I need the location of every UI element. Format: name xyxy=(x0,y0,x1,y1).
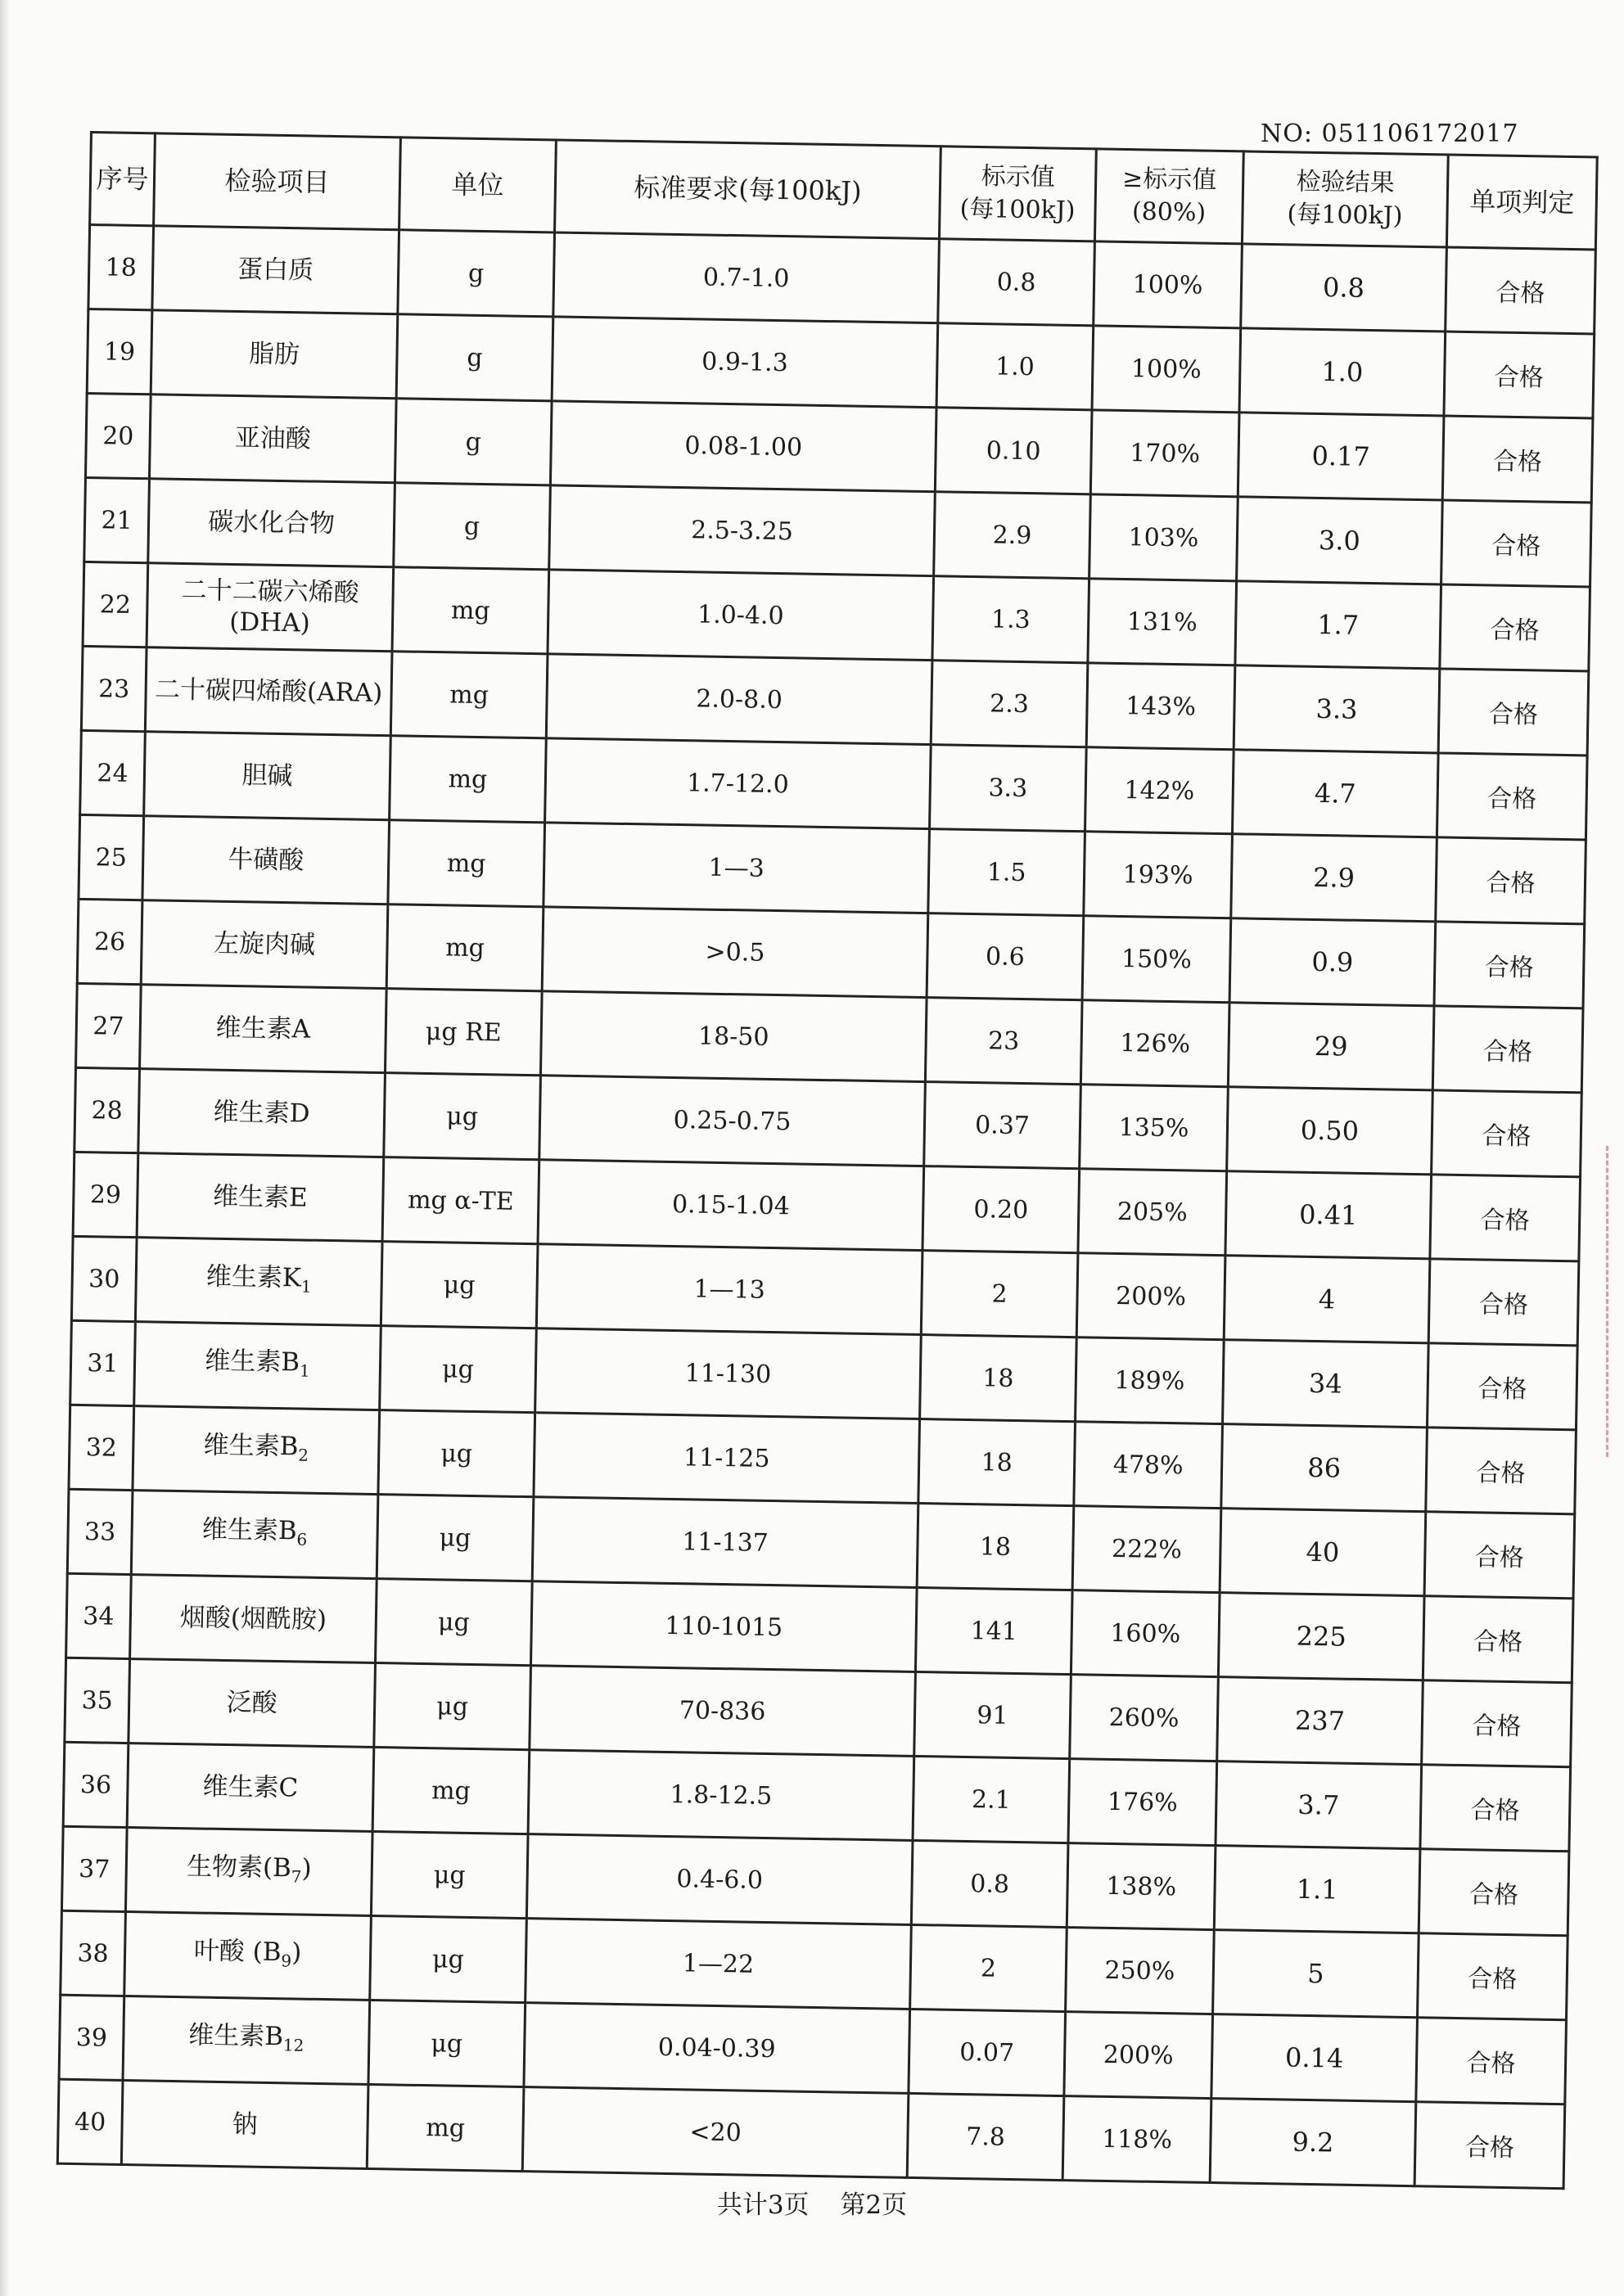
judgement-cell: 合格 xyxy=(1426,1428,1577,1514)
labeled-value-cell: 1.5 xyxy=(928,829,1085,916)
item-cell xyxy=(127,1743,374,1832)
unit-cell: g xyxy=(396,314,553,401)
header-result: 检验结果 (每100kJ) xyxy=(1242,151,1448,247)
seq-cell: 33 xyxy=(67,1489,133,1574)
result-cell: 1.0 xyxy=(1239,328,1446,416)
item-label: 左旋肉碱 xyxy=(213,928,316,960)
unit-cell: mg xyxy=(392,567,549,654)
standard-cell: >0.5 xyxy=(542,907,928,998)
item-cell xyxy=(142,816,390,904)
seq-cell: 38 xyxy=(61,1910,126,1996)
labeled-value-cell: 0.8 xyxy=(911,1840,1068,1927)
unit-cell: g xyxy=(395,399,552,485)
standard-cell: 1—22 xyxy=(526,1919,912,2010)
standard-cell: 18-50 xyxy=(540,991,927,1082)
seq-cell: 32 xyxy=(69,1405,134,1490)
percent-cell: 138% xyxy=(1067,1843,1216,1930)
seq-cell: 36 xyxy=(63,1742,129,1827)
item-cell xyxy=(134,1322,381,1410)
percent-cell: 200% xyxy=(1064,2012,1213,2099)
percent-cell: 143% xyxy=(1086,663,1235,750)
labeled-value-cell: 0.10 xyxy=(935,408,1092,494)
item-cell xyxy=(123,1996,370,2085)
judgement-cell: 合格 xyxy=(1423,1596,1573,1683)
labeled-value-cell: 18 xyxy=(917,1504,1074,1590)
judgement-cell: 合格 xyxy=(1420,1765,1571,1852)
percent-cell: 135% xyxy=(1080,1085,1229,1171)
labeled-value-cell: 18 xyxy=(918,1419,1076,1506)
judgement-cell: 合格 xyxy=(1419,1849,1569,1936)
item-label: 牛磺酸 xyxy=(227,844,304,876)
labeled-value-cell: 91 xyxy=(914,1671,1071,1758)
result-cell: 0.9 xyxy=(1229,918,1436,1006)
seq-cell: 35 xyxy=(65,1658,130,1743)
scan-edge xyxy=(0,0,10,2296)
item-label: 维生素E xyxy=(212,1181,309,1213)
standard-cell: 11-137 xyxy=(532,1497,918,1588)
result-cell: 40 xyxy=(1220,1509,1426,1596)
header-seq: 序号 xyxy=(90,133,156,226)
labeled-value-cell: 2.9 xyxy=(934,492,1091,579)
seq-cell: 22 xyxy=(83,562,148,647)
unit-cell: μg xyxy=(381,1242,538,1328)
judgement-cell: 合格 xyxy=(1446,247,1596,334)
item-subscript: 1 xyxy=(300,1276,312,1297)
result-cell: 2.9 xyxy=(1231,834,1437,922)
seq-cell: 31 xyxy=(70,1320,136,1405)
percent-cell: 100% xyxy=(1092,326,1241,413)
page-footer xyxy=(0,2184,1624,2221)
standard-cell: 11-130 xyxy=(535,1328,922,1419)
labeled-value-cell: 0.20 xyxy=(923,1166,1080,1253)
item-cell xyxy=(144,732,391,820)
percent-cell: 478% xyxy=(1074,1422,1223,1509)
unit-cell: μg xyxy=(374,1663,531,1750)
result-cell: 1.7 xyxy=(1235,581,1441,669)
result-cell: 0.14 xyxy=(1211,2014,1418,2102)
item-label: 亚油酸 xyxy=(234,422,312,454)
unit-cell: μg xyxy=(368,2000,526,2086)
seq-cell: 29 xyxy=(73,1152,138,1237)
percent-cell: 250% xyxy=(1066,1928,1215,2014)
item-label: 钠 xyxy=(232,2109,258,2140)
item-label: 泛酸 xyxy=(226,1688,277,1719)
result-cell: 0.41 xyxy=(1225,1171,1432,1259)
item-label: 维生素C xyxy=(202,1771,299,1803)
table-body xyxy=(57,225,1595,2189)
inspection-table xyxy=(56,131,1599,2190)
item-tail: ) xyxy=(301,1853,313,1883)
seq-cell: 26 xyxy=(77,899,142,984)
labeled-value-cell: 0.07 xyxy=(909,2009,1066,2095)
unit-cell: μg xyxy=(378,1410,535,1497)
standard-cell: 1.8-12.5 xyxy=(528,1750,914,1841)
percent-cell: 176% xyxy=(1068,1759,1217,1846)
judgement-cell: 合格 xyxy=(1416,2018,1567,2104)
result-cell: 0.17 xyxy=(1238,413,1444,500)
result-cell: 0.8 xyxy=(1241,244,1447,332)
unit-cell: μg xyxy=(380,1326,537,1413)
standard-cell: 1.7-12.0 xyxy=(545,738,932,829)
judgement-cell: 合格 xyxy=(1430,1175,1581,1261)
seq-cell: 24 xyxy=(80,730,146,815)
unit-cell: μg xyxy=(371,1832,528,1919)
judgement-cell: 合格 xyxy=(1442,416,1593,503)
item-cell xyxy=(130,1575,377,1663)
result-cell: 1.1 xyxy=(1214,1846,1420,1933)
judgement-cell: 合格 xyxy=(1432,1006,1583,1093)
item-cell xyxy=(138,1069,386,1157)
judgement-cell: 合格 xyxy=(1437,753,1587,840)
seq-cell: 39 xyxy=(59,1995,124,2080)
labeled-value-cell: 2.3 xyxy=(931,661,1088,747)
seq-cell: 28 xyxy=(74,1067,140,1153)
judgement-cell: 合格 xyxy=(1441,500,1592,587)
unit-cell: mg xyxy=(390,736,547,823)
item-label: 蛋白质 xyxy=(237,255,314,286)
item-cell xyxy=(141,900,388,989)
seq-cell: 34 xyxy=(66,1573,132,1658)
result-cell: 86 xyxy=(1221,1424,1428,1512)
item-cell xyxy=(145,647,392,736)
labeled-value-cell: 1.0 xyxy=(936,323,1094,410)
header-labeled: 标示值 (每100kJ) xyxy=(939,147,1096,241)
header-judgement: 单项判定 xyxy=(1446,155,1597,250)
item-label: 维生素A xyxy=(215,1013,311,1044)
result-cell: 0.50 xyxy=(1227,1087,1433,1175)
item-cell xyxy=(125,1828,372,1916)
judgement-cell: 合格 xyxy=(1436,837,1586,924)
judgement-cell: 合格 xyxy=(1438,669,1589,756)
header-standard: 标准要求(每100kJ) xyxy=(555,140,941,239)
item-label: 维生素K xyxy=(205,1261,302,1293)
seq-cell: 27 xyxy=(76,983,142,1068)
item-label: 维生素B xyxy=(205,1346,300,1378)
item-label: 二十碳四烯酸(ARA) xyxy=(154,674,383,709)
seq-cell: 25 xyxy=(79,814,144,900)
percent-cell: 160% xyxy=(1071,1590,1220,1677)
labeled-value-cell: 18 xyxy=(920,1335,1077,1422)
labeled-value-cell: 3.3 xyxy=(930,745,1087,832)
item-cell xyxy=(133,1406,380,1495)
percent-cell: 131% xyxy=(1088,579,1237,665)
percent-cell: 170% xyxy=(1090,410,1239,497)
result-cell: 3.0 xyxy=(1237,497,1443,584)
seq-cell: 21 xyxy=(84,477,150,562)
labeled-value-cell: 141 xyxy=(915,1587,1072,1674)
percent-cell: 118% xyxy=(1062,2096,1211,2183)
judgement-cell: 合格 xyxy=(1440,584,1590,671)
item-label: 脂肪 xyxy=(248,339,300,370)
standard-cell: 0.08-1.00 xyxy=(550,401,936,492)
judgement-cell: 合格 xyxy=(1414,2102,1565,2189)
item-subscript: 2 xyxy=(298,1445,309,1465)
judgement-cell: 合格 xyxy=(1427,1343,1577,1430)
result-cell: 29 xyxy=(1228,1003,1434,1090)
standard-cell: 1—13 xyxy=(536,1244,923,1335)
seq-cell: 20 xyxy=(85,393,151,478)
item-cell xyxy=(148,479,395,567)
unit-cell: μg RE xyxy=(385,989,542,1076)
item-label: 维生素B xyxy=(188,2020,284,2052)
item-cell xyxy=(147,563,394,652)
seq-cell: 19 xyxy=(87,309,152,394)
labeled-value-cell: 0.6 xyxy=(927,913,1084,1000)
item-cell xyxy=(149,395,396,483)
unit-cell: μg xyxy=(377,1495,534,1581)
standard-cell: 0.9-1.3 xyxy=(552,317,938,408)
standard-cell: 0.15-1.04 xyxy=(538,1160,924,1251)
seq-cell: 30 xyxy=(71,1236,137,1321)
header-item: 检验项目 xyxy=(154,133,401,230)
labeled-value-cell: 0.8 xyxy=(938,239,1095,326)
percent-cell: 189% xyxy=(1076,1337,1225,1424)
percent-cell: 205% xyxy=(1078,1169,1227,1256)
item-label: 碳水化合物 xyxy=(207,507,336,539)
standard-cell: 70-836 xyxy=(530,1666,916,1757)
item-cell xyxy=(135,1238,382,1326)
judgement-cell: 合格 xyxy=(1432,1090,1582,1177)
seq-cell: 18 xyxy=(88,225,154,310)
percent-cell: 150% xyxy=(1082,916,1231,1003)
percent-cell: 142% xyxy=(1085,747,1234,834)
labeled-value-cell: 0.37 xyxy=(924,1082,1081,1169)
header-unit: 单位 xyxy=(399,138,557,232)
standard-cell: 1—3 xyxy=(544,823,930,913)
item-subscript: 6 xyxy=(296,1529,308,1549)
standard-cell: 0.4-6.0 xyxy=(526,1834,913,1925)
unit-cell: mg xyxy=(367,2084,524,2171)
item-label: 生物素(B xyxy=(186,1852,292,1883)
labeled-value-cell: 1.3 xyxy=(932,576,1089,663)
standard-cell: 11-125 xyxy=(534,1413,920,1504)
item-subscript: 1 xyxy=(299,1360,310,1381)
standard-cell: 0.25-0.75 xyxy=(539,1076,926,1166)
result-cell: 4.7 xyxy=(1232,750,1438,837)
judgement-cell: 合格 xyxy=(1422,1680,1572,1767)
standard-cell: 110-1015 xyxy=(530,1581,917,1672)
item-label: 维生素D xyxy=(213,1097,310,1129)
judgement-cell: 合格 xyxy=(1424,1512,1575,1599)
total-pages: 共计3页 xyxy=(716,2190,810,2220)
judgement-cell: 合格 xyxy=(1428,1259,1579,1346)
item-cell xyxy=(151,310,398,399)
standard-cell: 1.0-4.0 xyxy=(548,570,934,661)
seq-cell: 23 xyxy=(81,646,147,731)
percent-cell: 193% xyxy=(1084,832,1233,918)
item-label: 维生素B xyxy=(201,1514,297,1546)
red-stamp-fragment xyxy=(1606,1146,1624,1457)
standard-cell: 2.5-3.25 xyxy=(549,485,936,576)
item-label: 叶酸 (B xyxy=(193,1936,282,1968)
document-number: NO: 051106172017 xyxy=(1261,120,1519,148)
percent-cell: 222% xyxy=(1072,1506,1221,1593)
item-cell xyxy=(121,2080,368,2168)
percent-cell: 103% xyxy=(1089,494,1238,581)
item-cell xyxy=(137,1153,384,1242)
unit-cell: μg xyxy=(384,1073,541,1160)
labeled-value-cell: 2 xyxy=(910,1924,1067,2011)
labeled-value-cell: 23 xyxy=(925,998,1082,1085)
item-cell xyxy=(152,226,399,314)
item-subscript: 7 xyxy=(291,1866,302,1887)
item-label: 维生素B xyxy=(203,1430,299,1462)
standard-cell: 0.04-0.39 xyxy=(524,2003,910,2094)
labeled-value-cell: 7.8 xyxy=(907,2093,1064,2180)
percent-cell: 200% xyxy=(1076,1253,1225,1340)
result-cell: 34 xyxy=(1222,1340,1428,1428)
item-tail: ) xyxy=(291,1937,302,1968)
unit-cell: g xyxy=(394,483,551,570)
judgement-cell: 合格 xyxy=(1418,1933,1568,2020)
labeled-value-cell: 2 xyxy=(921,1251,1078,1337)
unit-cell: mg xyxy=(372,1748,530,1834)
item-label: 胆碱 xyxy=(241,760,293,792)
unit-cell: μg xyxy=(370,1915,527,2002)
unit-cell: mg xyxy=(390,652,548,738)
result-cell: 3.7 xyxy=(1216,1761,1422,1849)
result-cell: 237 xyxy=(1217,1677,1423,1765)
standard-cell: <20 xyxy=(522,2087,909,2178)
percent-cell: 126% xyxy=(1080,1000,1229,1087)
item-label: 二十二碳六烯酸 (DHA) xyxy=(181,575,359,638)
item-label: 烟酸(烟酰胺) xyxy=(179,1603,327,1635)
result-cell: 225 xyxy=(1218,1593,1424,1680)
result-cell: 4 xyxy=(1224,1256,1430,1343)
judgement-cell: 合格 xyxy=(1434,922,1585,1008)
seq-cell: 40 xyxy=(57,2079,123,2164)
unit-cell: mg xyxy=(386,904,544,991)
header-pct: ≥标示值 (80%) xyxy=(1094,149,1243,244)
unit-cell: g xyxy=(398,230,555,317)
percent-cell: 260% xyxy=(1070,1675,1219,1761)
standard-cell: 2.0-8.0 xyxy=(546,654,932,745)
percent-cell: 100% xyxy=(1094,241,1243,328)
item-cell xyxy=(124,1912,372,2001)
item-subscript: 12 xyxy=(282,2035,304,2055)
current-page: 第2页 xyxy=(840,2190,908,2220)
unit-cell: mg α-TE xyxy=(382,1157,539,1244)
item-subscript: 9 xyxy=(281,1951,292,1971)
unit-cell: μg xyxy=(376,1579,533,1666)
item-cell xyxy=(140,985,387,1073)
seq-cell: 37 xyxy=(61,1826,127,1911)
result-cell: 3.3 xyxy=(1234,665,1440,753)
standard-cell: 0.7-1.0 xyxy=(553,232,940,323)
item-cell xyxy=(131,1491,378,1579)
item-cell xyxy=(129,1659,376,1748)
result-cell: 9.2 xyxy=(1210,2099,1416,2186)
unit-cell: mg xyxy=(388,820,545,907)
judgement-cell: 合格 xyxy=(1444,332,1595,418)
result-cell: 5 xyxy=(1213,1930,1419,2018)
labeled-value-cell: 2.1 xyxy=(913,1756,1070,1843)
report-sheet xyxy=(56,131,1596,2185)
